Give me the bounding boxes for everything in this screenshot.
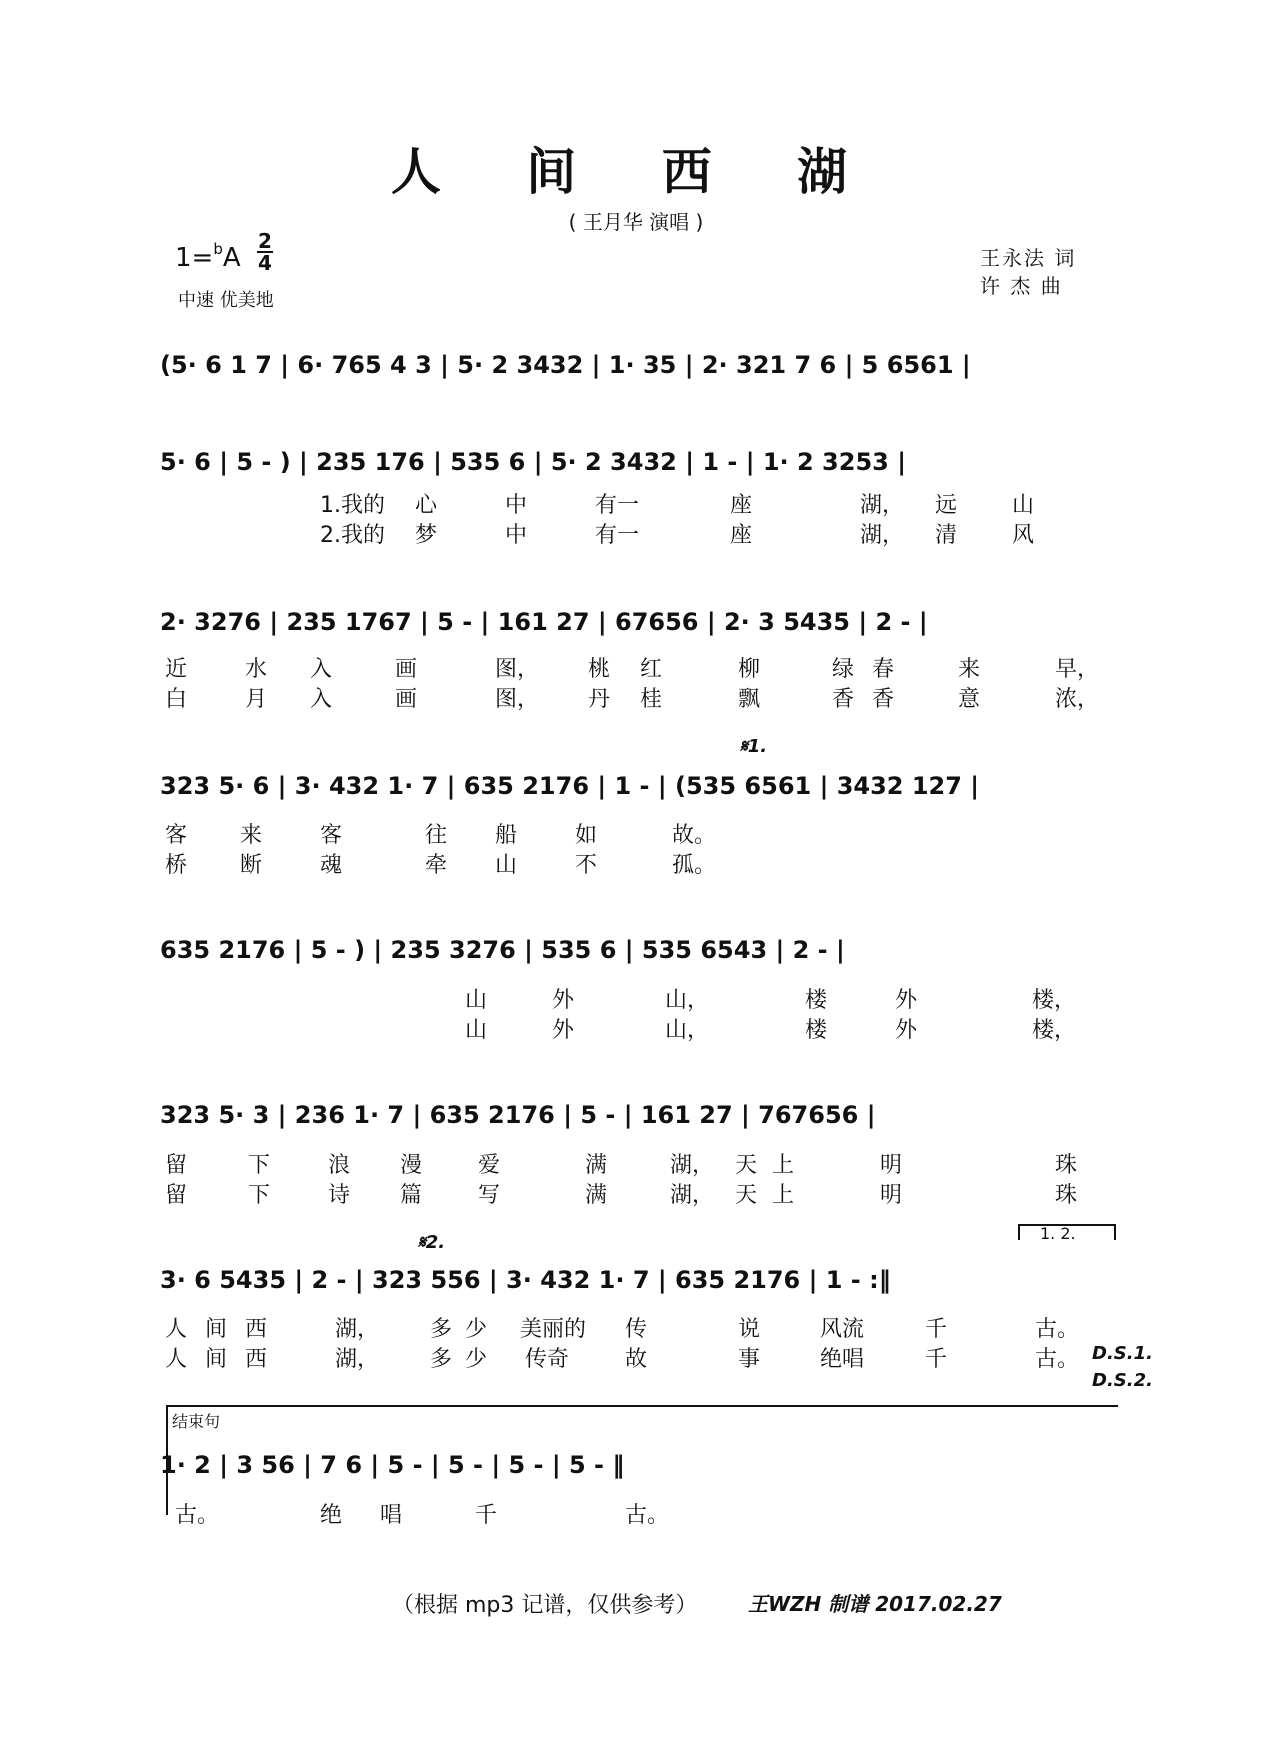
lyric-syllable: 天: [735, 1153, 758, 1178]
lyric-syllable: 图，: [495, 687, 540, 712]
lyric-syllable: 人: [165, 1317, 188, 1342]
lyric-syllable: 满: [585, 1183, 608, 1208]
lyric-syllable: 近: [165, 657, 188, 682]
time-signature: [257, 229, 273, 275]
lyric-syllable: 少: [465, 1317, 488, 1342]
lyric-syllable: 客: [320, 823, 343, 848]
lyric-syllable: 篇: [400, 1183, 423, 1208]
lyric-syllable: 西: [245, 1317, 268, 1342]
lyric-syllable: 湖，: [670, 1153, 715, 1178]
lyric-syllable: 千: [925, 1317, 948, 1342]
lyric-syllable: 浓，: [1055, 687, 1100, 712]
lyric-syllable: 湖，: [860, 523, 905, 548]
lyric-syllable: 断: [240, 853, 263, 878]
lyric-syllable: 白: [165, 687, 188, 712]
lyric-syllable: 少: [465, 1347, 488, 1372]
notation-line: 1· 2 | 3 56 | 7 6 | 5 - | 5 - | 5 - | 5 - ‖: [160, 1451, 625, 1479]
score-row-3: [160, 602, 1120, 642]
lyric-syllable: 楼，: [1032, 1018, 1077, 1043]
lyric-syllable: 入: [310, 687, 333, 712]
lyric-syllable: 意: [958, 687, 981, 712]
lyric-syllable: 留: [165, 1153, 188, 1178]
lyric-syllable: 天: [735, 1183, 758, 1208]
lyric-syllable: 楼: [805, 988, 828, 1013]
lyric-syllable: 清: [935, 523, 958, 548]
lyric-syllable: 珠: [1055, 1183, 1078, 1208]
lyric-syllable: 珠: [1055, 1153, 1078, 1178]
notation-line: 635 2176 | 5 - ) | 235 3276 | 535 6 | 535 6543 | 2 - |: [160, 936, 845, 964]
lyric-syllable: 古。: [175, 1503, 220, 1528]
lyric-syllable: 客: [165, 823, 188, 848]
lyric-syllable: 香: [832, 687, 855, 712]
lyric-syllable: 外: [895, 1018, 918, 1043]
lyric-syllable: 湖，: [670, 1183, 715, 1208]
lyric-syllable: 山: [465, 988, 488, 1013]
lyric-syllable: 绝唱: [820, 1347, 865, 1372]
lyric-syllable: 故: [625, 1347, 648, 1372]
lyric-syllable: 风流: [820, 1317, 865, 1342]
lyric-syllable: 画: [395, 687, 418, 712]
score-row-2: [160, 442, 1120, 482]
score-row-8: [160, 1445, 1120, 1485]
notation-line: 323 5· 6 | 3· 432 1· 7 | 635 2176 | 1 - | (535 6561 | 3432 127 |: [160, 772, 980, 800]
notation-line: 3· 6 5435 | 2 - | 323 556 | 3· 432 1· 7 | 635 2176 | 1 - :‖: [160, 1266, 891, 1294]
lyric-syllable: 上: [772, 1183, 795, 1208]
lyric-syllable: 风: [1012, 523, 1035, 548]
lyric-syllable: 传奇: [525, 1347, 570, 1372]
transcriber-signature: 王WZH 制谱 2017.02.27: [748, 1592, 1002, 1616]
time-signature-top: 2: [258, 229, 272, 253]
lyric-syllable: 柳: [738, 657, 761, 682]
lyric-syllable: 湖，: [860, 493, 905, 518]
lyric-syllable: 明: [880, 1153, 903, 1178]
lyric-syllable: 人: [165, 1347, 188, 1372]
lyric-syllable: 图，: [495, 657, 540, 682]
lyric-syllable: 古。: [625, 1503, 670, 1528]
lyric-syllable: 月: [245, 687, 268, 712]
lyric-syllable: 湖，: [335, 1347, 380, 1372]
lyric-syllable: 水: [245, 657, 268, 682]
score-row-7: [160, 1260, 1120, 1300]
lyric-syllable: 外: [552, 1018, 575, 1043]
lyric-syllable: 有一: [595, 523, 640, 548]
lyric-syllable: 来: [958, 657, 981, 682]
lyric-syllable: 座: [730, 523, 753, 548]
lyric-syllable: 山: [495, 853, 518, 878]
lyric-syllable: 满: [585, 1153, 608, 1178]
lyric-syllable: 1.我的: [320, 493, 385, 518]
lyric-syllable: 绝: [320, 1503, 343, 1528]
flat-sign: b: [213, 240, 223, 258]
lyric-syllable: 西: [245, 1347, 268, 1372]
score-row-5: [160, 930, 1120, 970]
score-row-6: [160, 1095, 1120, 1135]
lyric-syllable: 孤。: [672, 853, 717, 878]
lyric-syllable: 千: [925, 1347, 948, 1372]
lyric-syllable: 上: [772, 1153, 795, 1178]
lyric-syllable: 牵: [425, 853, 448, 878]
lyric-syllable: 中: [505, 493, 528, 518]
lyric-syllable: 写: [478, 1183, 501, 1208]
time-signature-bottom: 4: [258, 251, 272, 275]
lyric-syllable: 外: [552, 988, 575, 1013]
lyric-syllable: 间: [205, 1317, 228, 1342]
key-prefix: 1=: [175, 243, 214, 273]
lyric-syllable: 船: [495, 823, 518, 848]
lyric-syllable: 如: [575, 823, 598, 848]
lyric-syllable: 明: [880, 1183, 903, 1208]
lyric-syllable: 湖，: [335, 1317, 380, 1342]
lyric-syllable: 间: [205, 1347, 228, 1372]
lyric-syllable: 浪: [328, 1153, 351, 1178]
lyric-syllable: 事: [738, 1347, 761, 1372]
volta-label: 1. 2.: [1040, 1224, 1076, 1243]
lyric-syllable: 下: [248, 1183, 271, 1208]
lyric-syllable: 香: [872, 687, 895, 712]
segno-2-marker: 𝄋2.: [418, 1232, 446, 1253]
key-note: A: [222, 243, 241, 273]
notation-line: (5· 6 1 7 | 6· 765 4 3 | 5· 2 3432 | 1· 35 | 2· 321 7 6 | 5 6561 |: [160, 351, 971, 379]
lyric-syllable: 外: [895, 988, 918, 1013]
lyric-syllable: 梦: [415, 523, 438, 548]
lyric-syllable: 入: [310, 657, 333, 682]
lyric-syllable: 说: [738, 1317, 761, 1342]
lyric-syllable: 远: [935, 493, 958, 518]
notation-line: 2· 3276 | 235 1767 | 5 - | 161 27 | 67656 | 2· 3 5435 | 2 - |: [160, 608, 928, 636]
lyric-syllable: 山: [465, 1018, 488, 1043]
transcription-note: （根据 mp3 记谱，仅供参考）: [392, 1593, 698, 1618]
lyric-syllable: 有一: [595, 493, 640, 518]
lyric-syllable: 留: [165, 1183, 188, 1208]
lyric-syllable: 故。: [672, 823, 717, 848]
lyric-syllable: 千: [475, 1503, 498, 1528]
lyric-syllable: 画: [395, 657, 418, 682]
lyric-syllable: 桥: [165, 853, 188, 878]
lyric-syllable: 古。: [1035, 1317, 1080, 1342]
lyric-syllable: 魂: [320, 853, 343, 878]
lyric-syllable: 座: [730, 493, 753, 518]
tempo-marking: 中速 优美地: [178, 290, 274, 311]
lyric-syllable: 春: [872, 657, 895, 682]
lyric-syllable: 多: [430, 1347, 453, 1372]
lyric-syllable: 桃: [588, 657, 611, 682]
lyric-syllable: 往: [425, 823, 448, 848]
lyric-syllable: 2.我的: [320, 523, 385, 548]
lyric-syllable: 山: [1012, 493, 1035, 518]
notation-line: 323 5· 3 | 236 1· 7 | 635 2176 | 5 - | 161 27 | 767656 |: [160, 1101, 876, 1129]
lyric-syllable: 爱: [478, 1153, 501, 1178]
lyric-syllable: 下: [248, 1153, 271, 1178]
lyric-syllable: 早，: [1055, 657, 1100, 682]
lyric-syllable: 绿: [832, 657, 855, 682]
lyric-syllable: 中: [505, 523, 528, 548]
score-row-1: [160, 345, 1120, 385]
lyric-syllable: 多: [430, 1317, 453, 1342]
segno-1-marker: 𝄋1.: [740, 736, 768, 757]
lyric-syllable: 山，: [665, 1018, 710, 1043]
lyric-syllable: 楼，: [1032, 988, 1077, 1013]
ds-1-marker: D.S.1.: [1092, 1343, 1153, 1364]
lyric-syllable: 桂: [640, 687, 663, 712]
ds-2-marker: D.S.2.: [1092, 1370, 1153, 1391]
lyric-syllable: 红: [640, 657, 663, 682]
lyric-syllable: 诗: [328, 1183, 351, 1208]
score-row-4: [160, 766, 1120, 806]
ending-label: 结束句: [172, 1412, 221, 1431]
lyricist-credit: 王永法 词: [980, 246, 1077, 270]
lyric-syllable: 丹: [588, 687, 611, 712]
lyric-syllable: 山，: [665, 988, 710, 1013]
lyric-syllable: 美丽的: [520, 1317, 587, 1342]
composer-credit: 许 杰 曲: [980, 274, 1063, 298]
key-signature: [175, 240, 241, 273]
song-title: 人 间 西 湖: [390, 142, 882, 201]
notation-line: 5· 6 | 5 - ) | 235 176 | 535 6 | 5· 2 3432 | 1 - | 1· 2 3253 |: [160, 448, 906, 476]
lyric-syllable: 楼: [805, 1018, 828, 1043]
singer-credit: ( 王月华 演唱 ): [568, 210, 704, 234]
lyric-syllable: 心: [415, 493, 438, 518]
lyric-syllable: 不: [575, 853, 598, 878]
lyric-syllable: 漫: [400, 1153, 423, 1178]
lyric-syllable: 唱: [380, 1503, 403, 1528]
lyric-syllable: 飘: [738, 687, 761, 712]
volta-bracket: [1018, 1224, 1116, 1243]
lyric-syllable: 传: [625, 1317, 648, 1342]
lyric-syllable: 来: [240, 823, 263, 848]
lyric-syllable: 古。: [1035, 1347, 1080, 1372]
